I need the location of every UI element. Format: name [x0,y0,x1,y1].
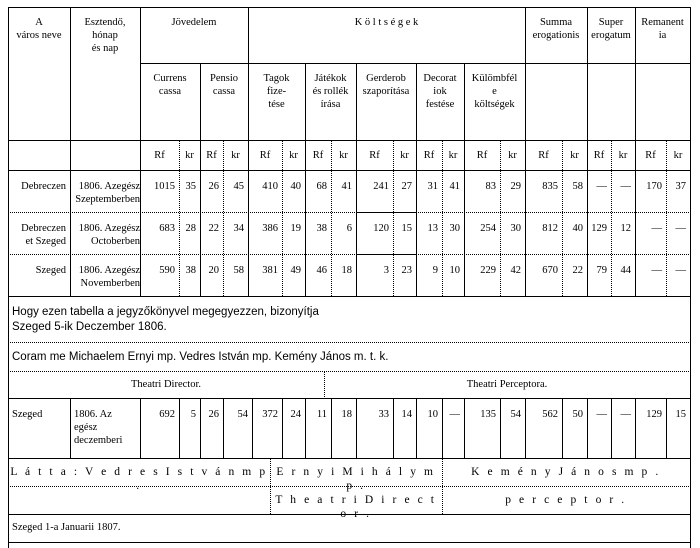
table-rule [416,398,417,458]
summary-city: Szeged [12,409,43,420]
coram-line: Coram me Michaelem Ernyi mp. Vedres István mp. Kemény János m. t. k. [12,351,389,363]
table-cell: 670 [542,265,558,276]
kr-label: kr [289,150,298,161]
gerderob-header: Gerderob szaporítása [362,73,410,98]
signature-ernyi: E r n y i M i h á l y m p . [276,466,436,493]
table-rule [223,398,224,458]
row-date: 1806. Azegész Szeptemberben [75,181,140,206]
summary-cell: 135 [480,409,496,420]
summary-cell: — [620,409,631,420]
row-city: Debreczen [21,181,66,192]
rf-label: Rf [476,150,488,161]
remanent-header: Remanent ia [641,17,684,42]
super-header: Super erogatum [591,17,631,42]
table-rule [562,398,563,458]
signature-director: T h e a t r i D i r e c t o r . [275,494,437,521]
note-line2: Szeged 5-ik Deczember 1806. [12,321,167,333]
table-cell: 40 [572,223,583,234]
summary-cell: 692 [159,409,175,420]
table-rule [8,7,691,8]
table-cell: — [620,181,631,192]
table-rule [690,398,691,458]
pensio-header: Pensio cassa [209,73,238,98]
table-cell: — [675,265,686,276]
row-date: 1806. Azegész Novemberben [78,265,140,290]
table-cell: 12 [620,223,631,234]
kr-label: kr [673,150,683,161]
rf-label: Rf [206,150,217,161]
kulombfele-header: Külömbfél e költségek [471,73,518,111]
kr-label: kr [400,150,409,161]
table-cell: 18 [341,265,352,276]
kr-label: kr [570,150,579,161]
table-rule [8,458,691,459]
table-rule [8,398,691,399]
summary-cell: 15 [675,409,686,420]
summary-date: 1806. Az egész deczemberi [74,409,123,447]
income-header: Jövedelem [171,17,217,28]
rf-label: Rf [645,150,656,161]
table-rule [416,212,417,254]
table-cell: — [675,223,686,234]
table-rule [500,398,501,458]
summa-header: Summa erogationis [532,17,580,42]
kr-label: kr [231,150,240,161]
signature-latta: L á t t a : V e d r e s I s t v á n m p . [10,466,268,493]
expenses-header: K ö l t s é g e k [354,17,419,28]
table-cell: — [651,223,662,234]
table-rule [8,212,691,213]
currens-header: Currens cassa [153,73,187,98]
table-cell: 41 [449,181,460,192]
table-rule [8,514,691,515]
rf-label: Rf [593,150,605,161]
table-rule [8,486,691,487]
table-cell: 41 [341,181,352,192]
table-cell: — [651,265,662,276]
table-cell: 34 [233,223,244,234]
table-cell: 129 [591,223,607,234]
table-rule [252,398,253,458]
perceptor-title: Theatri Perceptora. [466,379,548,390]
table-cell: 835 [542,181,558,192]
table-cell: 79 [596,265,607,276]
summary-cell: 10 [427,409,438,420]
table-cell: 812 [542,223,558,234]
table-cell: 386 [262,223,278,234]
table-cell: 15 [401,223,412,234]
tagok-header: Tagok fize- tése [263,73,290,111]
table-cell: 683 [159,223,175,234]
table-rule [70,398,71,458]
table-rule [8,296,691,297]
rf-label: Rf [423,150,435,161]
table-cell: 3 [383,265,389,276]
table-cell: 13 [427,223,438,234]
summary-cell: 11 [316,409,327,420]
table-rule [8,371,691,372]
decorat-header: Decorat iok festése [423,73,457,111]
table-rule [611,398,612,458]
table-cell: 40 [290,181,301,192]
table-cell: 23 [401,265,412,276]
kr-label: kr [448,150,458,161]
table-rule [282,398,283,458]
kr-label: kr [508,150,517,161]
summary-cell: 24 [290,409,301,420]
table-rule [356,254,416,255]
row-city: Debreczen et Szeged [21,223,66,248]
date-header: Esztendő, hónap és nap [84,17,126,55]
summary-cell: 54 [237,409,248,420]
table-cell: 410 [262,181,278,192]
table-cell: 19 [290,223,301,234]
table-cell: 46 [316,265,327,276]
table-rule [179,398,180,458]
table-cell: 241 [373,181,389,192]
table-rule [8,254,691,255]
table-cell: 170 [646,181,662,192]
summary-cell: 33 [378,409,389,420]
summary-cell: — [596,409,607,420]
table-rule [8,542,691,543]
table-rule [8,170,691,171]
summary-cell: 129 [646,409,662,420]
table-rule [140,63,690,64]
table-cell: 44 [620,265,631,276]
table-rule [666,398,667,458]
table-cell: 27 [401,181,412,192]
table-cell: 83 [485,181,496,192]
table-cell: 9 [432,265,438,276]
summary-cell: 5 [190,409,196,420]
table-cell: 30 [449,223,460,234]
table-cell: 45 [233,181,244,192]
table-cell: 28 [185,223,196,234]
table-rule [356,398,357,458]
summary-cell: 50 [572,409,583,420]
table-cell: 381 [262,265,278,276]
kr-label: kr [185,150,194,161]
table-rule [331,398,332,458]
kr-label: kr [339,150,348,161]
table-rule [525,398,526,458]
table-cell: 6 [346,223,352,234]
table-cell: 20 [208,265,219,276]
table-rule [393,398,394,458]
table-rule [356,212,416,213]
table-rule [442,398,443,458]
row-date: 1806. Azegész Octoberben [78,223,140,248]
city-header: A város neve [16,17,62,42]
table-rule [200,398,201,458]
signature-perceptor: p e r c e p t o r . [505,494,627,506]
table-cell: 22 [572,265,583,276]
summary-cell: — [449,409,460,420]
summary-cell: 372 [262,409,278,420]
signature-kemeny: K e m é n y J á n o s m p . [471,466,661,478]
jatekok-header: Játékok és rollék írása [312,73,349,111]
summary-cell: 14 [401,409,412,420]
summary-cell: 18 [341,409,352,420]
table-cell: 49 [290,265,301,276]
table-cell: 10 [449,265,460,276]
table-cell: 42 [510,265,521,276]
table-cell: — [596,181,607,192]
footer-line: Szeged 1-a Januarii 1807. [12,522,121,533]
summary-cell: 562 [542,409,558,420]
table-rule [690,7,691,296]
summary-cell: 26 [208,409,219,420]
table-cell: 31 [427,181,438,192]
rf-label: Rf [259,150,271,161]
rf-label: Rf [312,150,324,161]
rf-label: Rf [154,150,165,161]
table-cell: 58 [572,181,583,192]
table-cell: 229 [480,265,496,276]
table-rule [305,398,306,458]
kr-label: kr [618,150,628,161]
summary-cell: 54 [510,409,521,420]
table-cell: 22 [208,223,219,234]
table-cell: 30 [510,223,521,234]
table-cell: 1015 [154,181,175,192]
table-cell: 26 [208,181,219,192]
table-cell: 38 [185,265,196,276]
table-cell: 590 [159,265,175,276]
table-cell: 29 [510,181,521,192]
table-cell: 120 [373,223,389,234]
table-cell: 254 [480,223,496,234]
row-city: Szeged [35,265,66,276]
table-rule [356,212,357,254]
table-cell: 68 [316,181,327,192]
table-rule [464,398,465,458]
table-rule [8,398,9,458]
note-line1: Hogy ezen tabella a jegyzőkönyvel megegyezzen, bizonyítja [12,306,319,318]
table-cell: 35 [185,181,196,192]
table-rule [8,140,691,141]
table-cell: 37 [675,181,686,192]
table-rule [635,398,636,458]
rf-label: Rf [369,150,380,161]
table-rule [140,398,141,458]
table-rule [8,342,691,343]
table-cell: 38 [316,223,327,234]
table-rule [8,7,9,296]
rf-label: Rf [538,150,549,161]
table-cell: 58 [233,265,244,276]
table-rule [587,398,588,458]
director-title: Theatri Director. [131,379,201,390]
